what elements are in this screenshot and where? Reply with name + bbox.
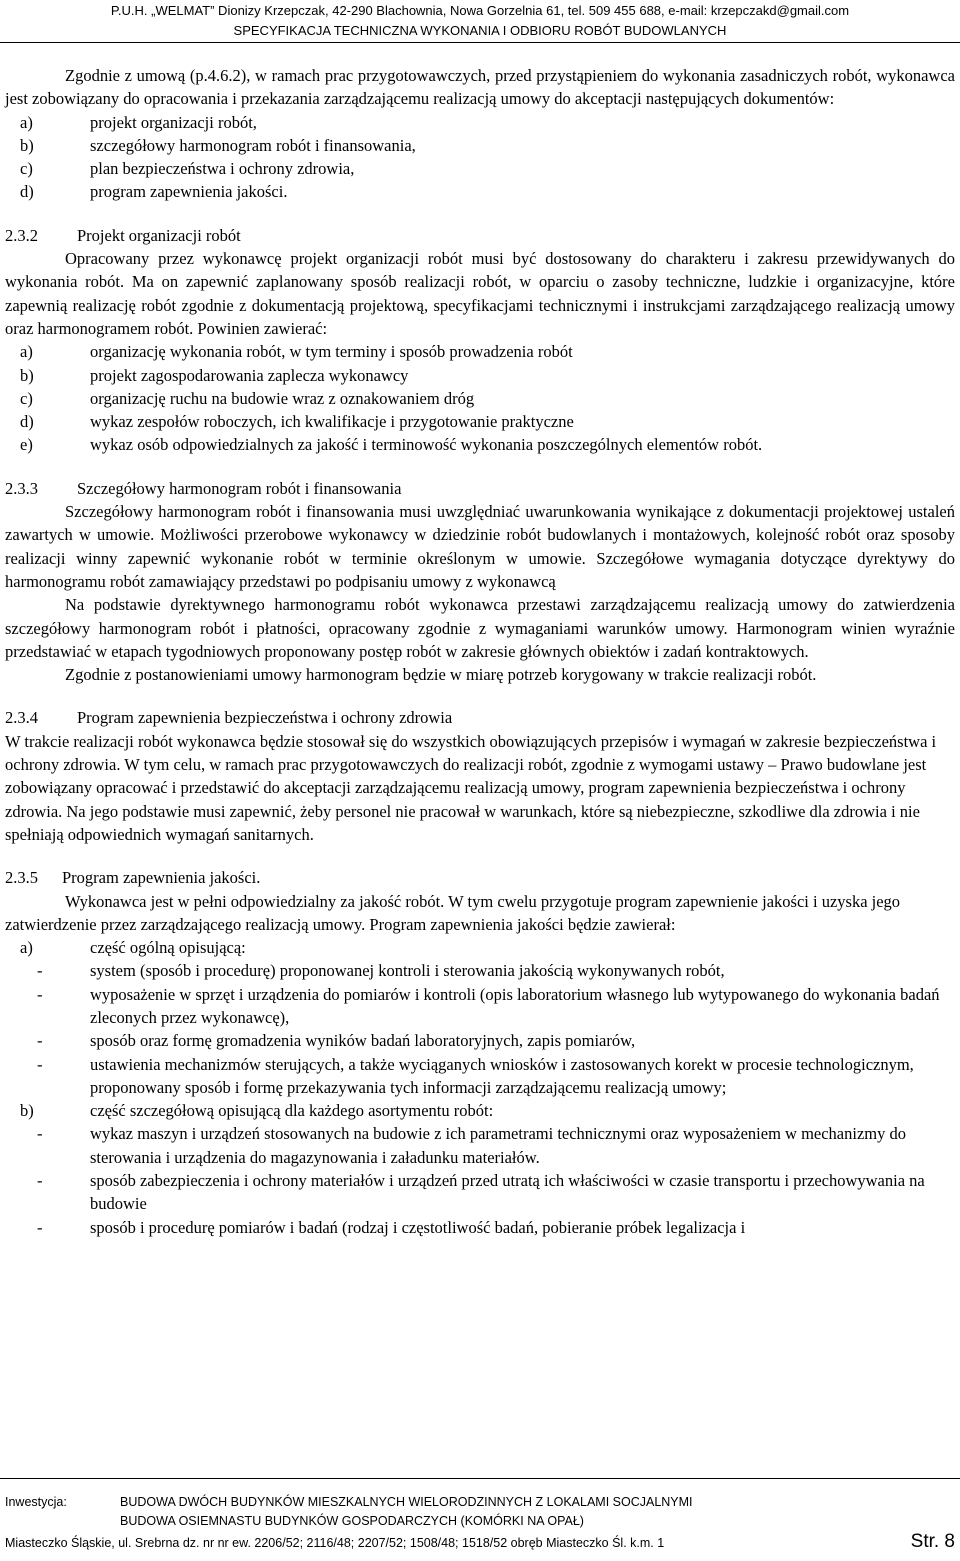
dash-marker: - (37, 1054, 43, 1074)
list-item-text: część szczegółową opisującą dla każdego asortymentu robót: (90, 1101, 494, 1121)
list-marker: c) (20, 159, 33, 179)
list-item-text: projekt zagospodarowania zaplecza wykonawcy (90, 365, 409, 385)
dash-marker: - (37, 961, 43, 981)
section-heading-2-3-4 (5, 706, 955, 729)
list-item (5, 180, 955, 203)
section-title: Projekt organizacji robót (77, 225, 241, 245)
document-body (5, 64, 955, 1239)
list-item-text: wykaz osób odpowiedzialnych za jakość i terminowość wykonania poszczególnych elementów robót. (90, 435, 763, 455)
list-item-text: organizację wykonania robót, w tym terminy i sposób prowadzenia robót (90, 342, 573, 362)
list-item-text: ustawienia mechanizmów sterujących, a także wyciąganych wniosków i zastosowanych korekt w procesie technologicznym, proponowany sposób i formę przekazywania tych informacji zarządzającemu realizacją umowy; (90, 1054, 914, 1097)
footer-divider (0, 1478, 960, 1479)
dash-item (5, 1169, 955, 1216)
list-item (5, 410, 955, 433)
dash-marker: - (37, 1031, 43, 1051)
list-marker: d) (20, 182, 34, 202)
list-item-text: program zapewnienia jakości. (90, 182, 288, 202)
list-marker: d) (20, 412, 34, 432)
list-item (5, 1099, 955, 1122)
list-marker: a) (20, 342, 33, 362)
list-item (5, 387, 955, 410)
section-title: Szczegółowy harmonogram robót i finansowania (77, 478, 402, 498)
dash-item (5, 1053, 955, 1100)
section-title: Program zapewnienia bezpieczeństwa i ochrony zdrowia (77, 708, 453, 728)
dash-item (5, 1216, 955, 1239)
list-item-text: wyposażenie w sprzęt i urządzenia do pomiarów i kontroli (opis laboratorium własnego lub wytypowanego do wykonania badań zleconych przez wykonawcę), (90, 984, 940, 1027)
list-item-text: projekt organizacji robót, (90, 112, 257, 132)
dash-marker: - (37, 1217, 43, 1237)
list-item (5, 157, 955, 180)
list-marker: b) (20, 135, 34, 155)
dash-item (5, 1122, 955, 1169)
section-paragraph: W trakcie realizacji robót wykonawca będzie stosował się do wszystkich obowiązujących przepisów i wymagań w zakresie bezpieczeństwa i ochrony zdrowia. W tym celu, w ramach prac przygotowawczych do realizacji robót, zgodnie z wymogami ustawy – Prawo budowlane jest zobowiązany opracować i przedstawić do akceptacji zarządzającemu realizacją umowy, program zapewnienia bezpieczeństwa i ochrony zdrowia. Na jego podstawie musi zapewnić, żeby personel nie pracował w warunkach, które są niebezpieczne, szkodliwe dla zdrowia i nie spełniają odpowiednich wymagań sanitarnych. (5, 731, 937, 844)
list-marker: e) (20, 435, 33, 455)
list-item (5, 340, 955, 363)
dash-item (5, 983, 955, 1030)
investment-line-1: BUDOWA DWÓCH BUDYNKÓW MIESZKALNYCH WIELORODZINNYCH Z LOKALAMI SOCJALNYMI (120, 1495, 693, 1509)
section-paragraph: Zgodnie z postanowieniami umowy harmonogram będzie w miarę potrzeb korygowany w trakcie realizacji robót. (65, 665, 817, 685)
dash-marker: - (37, 1124, 43, 1144)
list-item (5, 111, 955, 134)
section-heading-2-3-2 (5, 224, 955, 247)
page-header (0, 0, 960, 44)
list-marker: a) (20, 938, 33, 958)
section-heading-2-3-5 (5, 866, 955, 889)
section-paragraph: Na podstawie dyrektywnego harmonogramu robót wykonawca przestawi zarządzającemu realizacją umowy do zatwierdzenia szczegółowy harmonogram robót i płatności, opracowany zgodnie z wymaganiami warunków umowy. Harmonogram winien wyraźnie przedstawiać w etapach tygodniowych proponowany postęp robót w zakresie głównych obiektów i zadań kontraktowych. (5, 595, 955, 661)
list-item-text: organizację ruchu na budowie wraz z oznakowaniem dróg (90, 388, 475, 408)
location-line: Miasteczko Śląskie, ul. Srebrna dz. nr nr ew. 2206/52; 2116/48; 2207/52; 1508/48; 1518/52 obręb Miasteczko Śl. k.m. 1 (5, 1536, 665, 1550)
section-heading-2-3-3 (5, 477, 955, 500)
list-item (5, 936, 955, 959)
list-marker: a) (20, 112, 33, 132)
section-title: Program zapewnienia jakości. (62, 868, 261, 888)
page-number: Str. 8 (910, 1531, 955, 1552)
section-number: 2.3.5 (5, 868, 38, 888)
investment-line-2: BUDOWA OSIEMNASTU BUDYNKÓW GOSPODARCZYCH (KOMÓRKI NA OPAŁ) (120, 1514, 584, 1528)
list-item (5, 134, 955, 157)
list-item (5, 364, 955, 387)
list-item (5, 433, 955, 456)
list-item-text: sposób i procedurę pomiarów i badań (rodzaj i częstotliwość badań, pobieranie próbek legalizacja i (90, 1217, 746, 1237)
spec-title-line: SPECYFIKACJA TECHNICZNA WYKONANIA I ODBIORU ROBÓT BUDOWLANYCH (233, 23, 727, 38)
list-item-text: sposób oraz formę gromadzenia wyników badań laboratoryjnych, zapis pomiarów, (90, 1031, 636, 1051)
list-marker: b) (20, 365, 34, 385)
list-item-text: część ogólną opisującą: (90, 938, 246, 958)
list-item-text: wykaz zespołów roboczych, ich kwalifikacje i przygotowanie praktyczne (90, 412, 574, 432)
intro-paragraph: Zgodnie z umową (p.4.6.2), w ramach prac przygotowawczych, przed przystąpieniem do wykonania zasadniczych robót, wykonawca jest zobowiązany do opracowania i przekazania zarządzającemu realizacją umowy do akceptacji następujących dokumentów: (5, 66, 955, 109)
dash-item (5, 1029, 955, 1052)
list-item-text: system (sposób i procedurę) proponowanej kontroli i sterowania jakością wykonywanych robót, (90, 961, 725, 981)
section-paragraph: Szczegółowy harmonogram robót i finansowania musi uwzględniać uwarunkowania wynikające z dokumentacji projektowej ustaleń zawartych w umowie. Możliwości przerobowe wykonawcy w dziedzinie robót budowlanych i montażowych, kolejność robót oraz sposoby realizacji winny zapewnić wykonanie robót w terminie określonym w umowie. Szczegółowe wymagania dotyczące dyrektywy do harmonogramu robót zamawiający przedstawi po podpisaniu umowy z wykonawcą (5, 502, 955, 591)
section-number: 2.3.2 (5, 225, 38, 245)
dash-marker: - (37, 984, 43, 1004)
section-number: 2.3.4 (5, 708, 38, 728)
company-line: P.U.H. „WELMAT” Dionizy Krzepczak, 42-290 Blachownia, Nowa Gorzelnia 61, tel. 509 455 688, e-mail: krzepczakd@gmail.com (110, 3, 850, 18)
section-paragraph: Wykonawca jest w pełni odpowiedzialny za jakość robót. W tym cwelu przygotuje program zapewnienie jakości i uzyska jego zatwierdzenie przez zarządzającego realizacją umowy. Program zapewnienia jakości będzie zawierał: (5, 891, 901, 934)
investment-label: Inwestycja: (5, 1495, 67, 1509)
list-item-text: sposób zabezpieczenia i ochrony materiałów i urządzeń przed utratą ich właściwości w czasie transportu i przechowywania na budowie (90, 1171, 925, 1214)
list-marker: b) (20, 1101, 34, 1121)
list-item-text: plan bezpieczeństwa i ochrony zdrowia, (90, 159, 355, 179)
section-paragraph: Opracowany przez wykonawcę projekt organizacji robót musi być dostosowany do charakteru i zakresu przewidywanych do wykonania robót. Ma on zapewnić zaplanowany sposób realizacji robót, w oparciu o zasoby techniczne, ludzkie i organizacyjne, które zapewnią realizację robót zgodnie z dokumentacją projektową, specyfikacjami technicznymi i instrukcjami zarządzającego realizacją umowy oraz harmonogramem robót. Powinien zawierać: (5, 249, 955, 338)
list-item-text: szczegółowy harmonogram robót i finansowania, (90, 135, 416, 155)
section-number: 2.3.3 (5, 478, 38, 498)
header-divider (0, 42, 960, 43)
dash-item (5, 959, 955, 982)
list-marker: c) (20, 388, 33, 408)
list-item-text: wykaz maszyn i urządzeń stosowanych na budowie z ich parametrami technicznymi oraz wyposażeniem w mechanizmy do sterowania i urządzenia do magazynowania i załadunku materiałów. (90, 1124, 906, 1167)
page-footer (0, 1478, 960, 1561)
dash-marker: - (37, 1171, 43, 1191)
